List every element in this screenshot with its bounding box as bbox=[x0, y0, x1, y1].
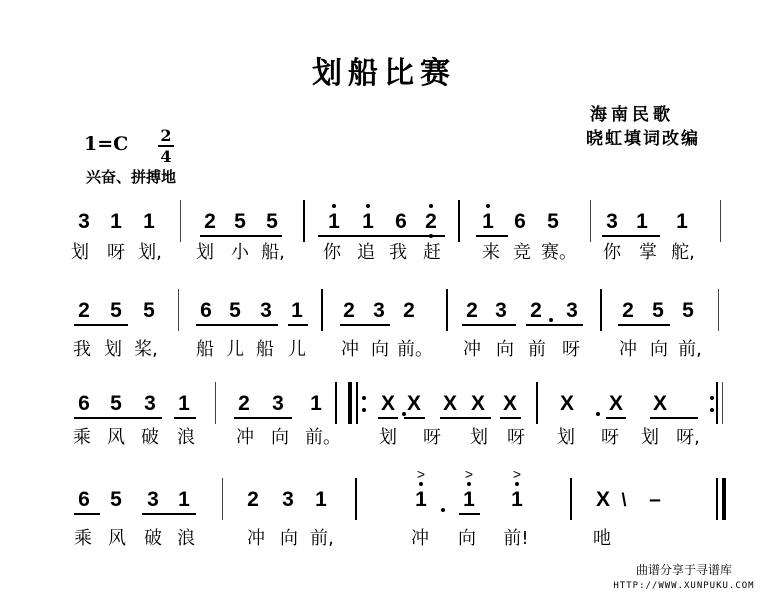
lyric-syllable: 前! bbox=[503, 528, 529, 549]
lyric-syllable: 你 bbox=[323, 242, 341, 263]
note: 5 bbox=[547, 210, 559, 233]
note: X bbox=[502, 392, 517, 415]
note: 3 bbox=[260, 299, 272, 322]
note: 2 bbox=[238, 392, 250, 415]
barline bbox=[590, 200, 591, 242]
note: 1 bbox=[511, 488, 523, 511]
note: 2 bbox=[78, 299, 90, 322]
note: 1 bbox=[676, 210, 688, 233]
note: 2 bbox=[204, 210, 216, 233]
repeat-dot bbox=[710, 396, 714, 400]
repeat-end-thin bbox=[716, 382, 718, 424]
barline bbox=[722, 382, 723, 424]
repeat-dot bbox=[362, 408, 366, 412]
lyric-syllable: 来 bbox=[482, 242, 500, 263]
beam-underline bbox=[174, 417, 196, 419]
accent-mark: > bbox=[416, 466, 426, 482]
repeat-start-thin bbox=[356, 382, 358, 424]
lyric-syllable: 风 bbox=[107, 427, 125, 448]
beam-underline bbox=[74, 324, 128, 326]
note: 2 bbox=[530, 299, 542, 322]
barline bbox=[570, 478, 572, 520]
lyric-syllable: 冲 bbox=[463, 339, 481, 360]
note: X bbox=[406, 392, 421, 415]
note: 5 bbox=[266, 210, 278, 233]
barline bbox=[720, 200, 721, 242]
song-title: 划船比赛 bbox=[312, 56, 456, 91]
lyric-syllable: 舵, bbox=[671, 242, 695, 263]
accent-mark: > bbox=[464, 466, 474, 482]
lyric-syllable: 向 bbox=[371, 339, 389, 360]
note: 5 bbox=[682, 299, 694, 322]
accent-mark: > bbox=[512, 466, 522, 482]
note: 5 bbox=[143, 299, 155, 322]
beam-underline bbox=[526, 324, 583, 326]
note: X bbox=[559, 392, 574, 415]
note: 1 bbox=[310, 392, 322, 415]
barline bbox=[321, 289, 323, 331]
note: 3 bbox=[147, 488, 159, 511]
watermark-text: 曲谱分享于寻谱库 bbox=[635, 563, 732, 577]
lyric-syllable: 我 bbox=[73, 339, 91, 360]
beam-underline bbox=[200, 235, 282, 237]
beam-underline bbox=[602, 235, 660, 237]
barline bbox=[178, 289, 179, 331]
beam-underline bbox=[500, 417, 521, 419]
beam-underline bbox=[404, 417, 425, 419]
lyric-syllable: 向 bbox=[458, 528, 476, 549]
note: 1 bbox=[482, 210, 494, 233]
barline bbox=[215, 382, 216, 424]
lyric-syllable: 划, bbox=[138, 242, 162, 263]
note: 2 bbox=[343, 299, 355, 322]
note: 3 bbox=[282, 488, 294, 511]
lyric-syllable: 划 bbox=[641, 427, 659, 448]
note: 6 bbox=[200, 299, 212, 322]
note: 2 bbox=[622, 299, 634, 322]
note: 6 bbox=[78, 488, 90, 511]
barline bbox=[536, 382, 538, 424]
note: 6 bbox=[78, 392, 90, 415]
note: 1 bbox=[315, 488, 327, 511]
lyric-syllable: 你 bbox=[603, 242, 621, 263]
lyric-syllable: 破 bbox=[144, 528, 162, 549]
lyric-syllable: 呀, bbox=[676, 427, 700, 448]
lyric-syllable: 冲 bbox=[341, 339, 359, 360]
lyric-syllable: 划 bbox=[104, 339, 122, 360]
beam-underline bbox=[606, 417, 626, 419]
lyric-syllable: 乘 bbox=[74, 528, 92, 549]
note: 2 bbox=[466, 299, 478, 322]
beam-underline bbox=[74, 513, 100, 515]
barline bbox=[718, 289, 719, 331]
lyric-syllable: 浪 bbox=[177, 528, 195, 549]
lyric-syllable: 船 bbox=[256, 339, 274, 360]
lyric-syllable: 冲 bbox=[619, 339, 637, 360]
beam-underline bbox=[288, 324, 308, 326]
beam-underline bbox=[74, 417, 162, 419]
augmentation-dot bbox=[402, 412, 406, 416]
song-origin: 海南民歌 bbox=[590, 105, 674, 125]
barline bbox=[446, 289, 448, 331]
octave-dot-high bbox=[486, 204, 490, 208]
note: 3 bbox=[606, 210, 618, 233]
barline bbox=[335, 382, 337, 424]
note: 1 bbox=[463, 488, 475, 511]
note: 3 bbox=[78, 210, 90, 233]
lyric-syllable: 冲 bbox=[247, 528, 265, 549]
note: 3 bbox=[144, 392, 156, 415]
beam-underline bbox=[142, 513, 196, 515]
final-bar-thick bbox=[722, 478, 726, 520]
note: 5 bbox=[110, 392, 122, 415]
lyric-syllable: 儿 bbox=[226, 339, 244, 360]
barline bbox=[355, 478, 357, 520]
lyric-syllable: 前 bbox=[528, 339, 546, 360]
lyric-syllable: 前, bbox=[678, 339, 702, 360]
beam-underline bbox=[234, 417, 292, 419]
barline bbox=[458, 200, 460, 242]
tempo-marking: 兴奋、拼搏地 bbox=[86, 168, 177, 186]
lyric-syllable: 向 bbox=[650, 339, 668, 360]
lyric-syllable: 儿 bbox=[288, 339, 306, 360]
final-bar-thin bbox=[716, 478, 718, 520]
key-signature: 1=C bbox=[84, 133, 129, 155]
note: 2 bbox=[425, 210, 437, 233]
lyric-syllable: 追 bbox=[357, 242, 375, 263]
octave-dot-high bbox=[429, 204, 433, 208]
note: 3 bbox=[272, 392, 284, 415]
lyric-syllable: 风 bbox=[108, 528, 126, 549]
note: – bbox=[649, 488, 661, 511]
lyric-syllable: 划 bbox=[71, 242, 89, 263]
lyric-syllable: 竞 bbox=[513, 242, 531, 263]
beam-underline bbox=[196, 324, 278, 326]
glissando-mark: \ bbox=[621, 490, 627, 510]
note: 5 bbox=[652, 299, 664, 322]
note: 5 bbox=[110, 488, 122, 511]
time-signature-bottom: 4 bbox=[158, 145, 174, 166]
repeat-start-thick bbox=[348, 382, 352, 424]
note: 1 bbox=[143, 210, 155, 233]
lyric-syllable: 冲 bbox=[411, 528, 429, 549]
note: 1 bbox=[328, 210, 340, 233]
beam-underline bbox=[462, 324, 516, 326]
note: 6 bbox=[395, 210, 407, 233]
lyric-syllable: 浪 bbox=[177, 427, 195, 448]
note: X bbox=[442, 392, 457, 415]
note: 3 bbox=[566, 299, 578, 322]
note: 1 bbox=[110, 210, 122, 233]
beam-underline bbox=[650, 417, 698, 419]
barline bbox=[222, 478, 223, 520]
octave-dot-high bbox=[332, 204, 336, 208]
lyric-syllable: 划 bbox=[196, 242, 214, 263]
barline bbox=[180, 200, 181, 242]
note: X bbox=[595, 488, 610, 511]
lyric-syllable: 冲 bbox=[236, 427, 254, 448]
note: X bbox=[380, 392, 395, 415]
augmentation-dot bbox=[441, 508, 445, 512]
note: 2 bbox=[403, 299, 415, 322]
augmentation-dot bbox=[596, 412, 600, 416]
lyric-syllable: 划 bbox=[557, 427, 575, 448]
lyric-syllable: 船 bbox=[196, 339, 214, 360]
note: 5 bbox=[229, 299, 241, 322]
time-signature bbox=[158, 126, 174, 166]
barline bbox=[303, 200, 305, 242]
beam-underline bbox=[476, 235, 508, 237]
time-signature-top: 2 bbox=[160, 126, 172, 145]
lyric-syllable: 赛。 bbox=[541, 242, 577, 263]
lyric-syllable: 呀 bbox=[562, 339, 580, 360]
note: 3 bbox=[495, 299, 507, 322]
beam-underline bbox=[440, 417, 491, 419]
lyric-syllable: 呀 bbox=[107, 242, 125, 263]
repeat-dot bbox=[362, 396, 366, 400]
lyric-syllable: 向 bbox=[280, 528, 298, 549]
lyric-syllable: 小 bbox=[231, 242, 249, 263]
augmentation-dot bbox=[549, 318, 553, 322]
watermark bbox=[600, 562, 768, 596]
note: 5 bbox=[234, 210, 246, 233]
lyric-syllable: 掌 bbox=[639, 242, 657, 263]
note: 1 bbox=[291, 299, 303, 322]
lyric-syllable: 划 bbox=[470, 427, 488, 448]
note: 3 bbox=[373, 299, 385, 322]
barline bbox=[600, 289, 602, 331]
beam-underline bbox=[378, 417, 398, 419]
lyric-syllable: 桨, bbox=[134, 339, 158, 360]
lyric-syllable: 我 bbox=[389, 242, 407, 263]
repeat-dot bbox=[710, 408, 714, 412]
beam-underline bbox=[318, 235, 445, 237]
lyric-syllable: 呀 bbox=[601, 427, 619, 448]
lyric-syllable: 向 bbox=[496, 339, 514, 360]
lyric-syllable: 呀 bbox=[507, 427, 525, 448]
note: X bbox=[652, 392, 667, 415]
note: 1 bbox=[178, 488, 190, 511]
lyric-syllable: 向 bbox=[271, 427, 289, 448]
note: X bbox=[608, 392, 623, 415]
watermark-url: HTTP://WWW.XUNPUKU.COM bbox=[613, 581, 755, 591]
note: 1 bbox=[178, 392, 190, 415]
arranger-credit: 晓虹填词改编 bbox=[586, 129, 700, 149]
lyric-syllable: 破 bbox=[141, 427, 159, 448]
lyric-syllable: 划 bbox=[379, 427, 397, 448]
note: 5 bbox=[110, 299, 122, 322]
lyric-syllable: 吔 bbox=[593, 528, 611, 549]
note: 1 bbox=[362, 210, 374, 233]
lyric-syllable: 前, bbox=[310, 528, 334, 549]
lyric-syllable: 船, bbox=[261, 242, 285, 263]
note: 6 bbox=[514, 210, 526, 233]
note: X bbox=[470, 392, 485, 415]
note: 1 bbox=[415, 488, 427, 511]
lyric-syllable: 前。 bbox=[305, 427, 341, 448]
lyric-syllable: 乘 bbox=[73, 427, 91, 448]
lyric-syllable: 赶 bbox=[423, 242, 441, 263]
octave-dot-high bbox=[366, 204, 370, 208]
note: 1 bbox=[636, 210, 648, 233]
lyric-syllable: 前。 bbox=[397, 339, 433, 360]
beam-underline bbox=[459, 513, 480, 515]
note: 2 bbox=[247, 488, 259, 511]
beam-underline bbox=[340, 324, 390, 326]
lyric-syllable: 呀 bbox=[423, 427, 441, 448]
beam-underline bbox=[618, 324, 670, 326]
